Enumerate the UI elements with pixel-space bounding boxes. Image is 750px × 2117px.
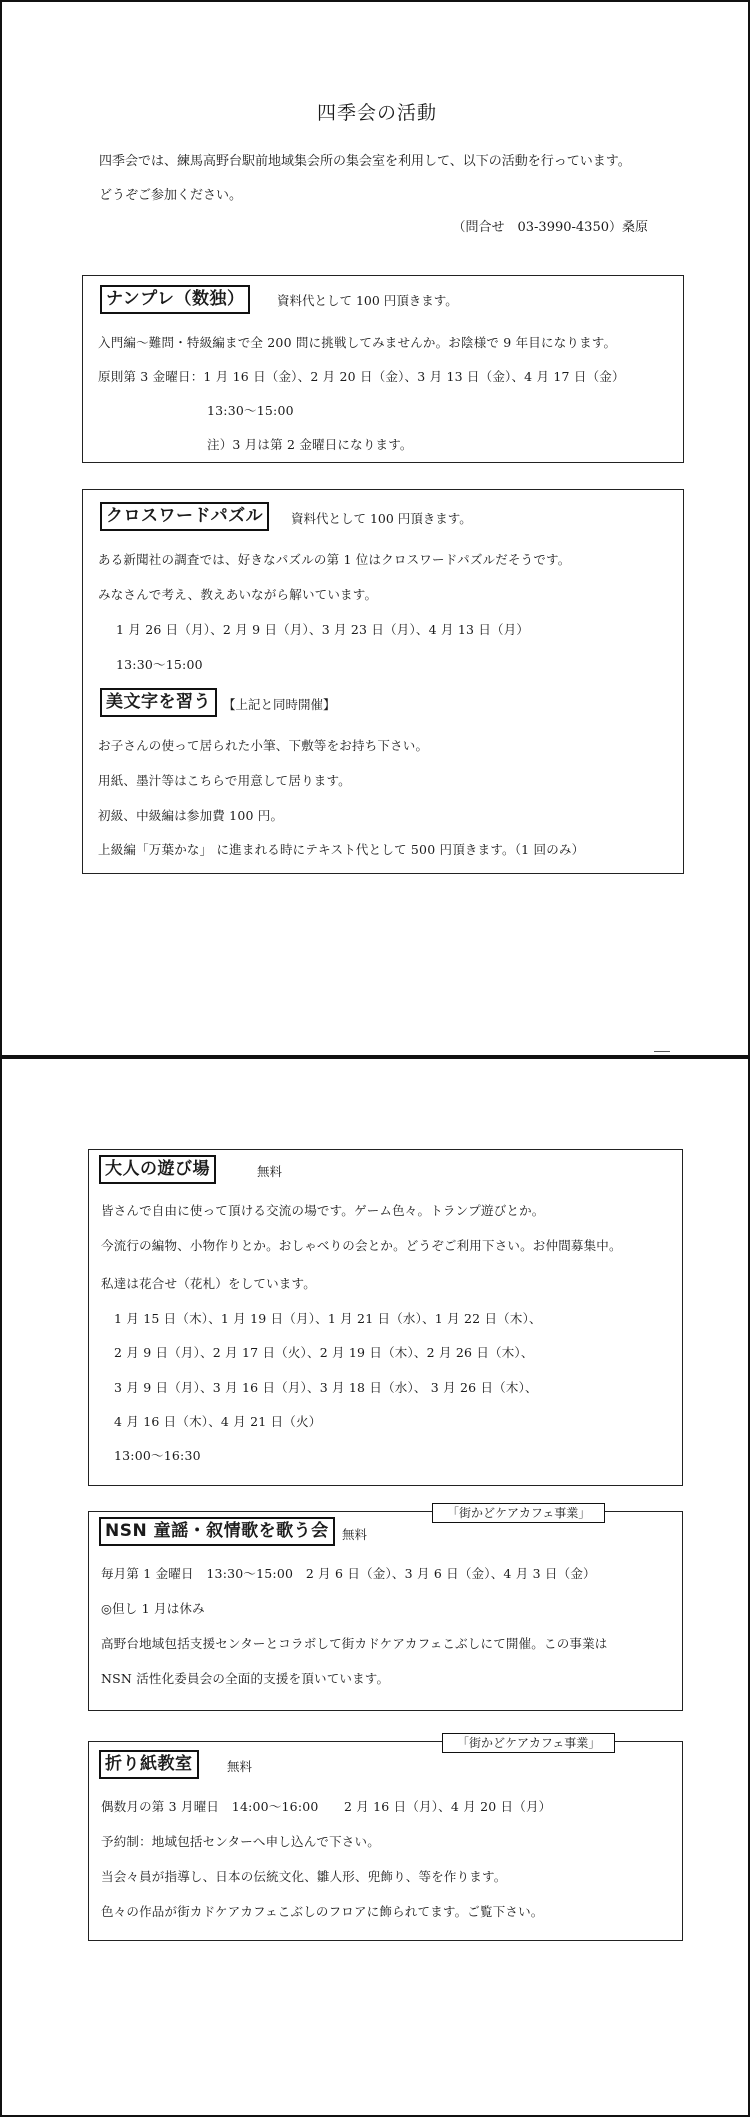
calligraphy-line: 用紙、墨汁等はこちらで用意して居ります。 [98,773,351,788]
crossword-line: みなさんで考え、教えあいながら解いています。 [98,587,378,602]
crossword-fee: 資料代として 100 円頂きます。 [291,511,472,526]
numberplace-section [82,275,684,463]
contact-info: （問合せ 03-3990-4350）桑原 [452,220,648,235]
page-title: 四季会の活動 [316,102,437,124]
adult-play-heading: 大人の遊び場 [99,1155,216,1184]
origami-line: 当会々員が指導し、日本の伝統文化、雛人形、兜飾り、等を作ります。 [101,1869,507,1884]
origami-heading: 折り紙教室 [99,1750,199,1779]
numberplace-fee: 資料代として 100 円頂きます。 [277,293,458,308]
adult-play-schedule: 4 月 16 日（木）、4 月 21 日（火） [114,1414,322,1429]
adult-play-schedule: 1 月 15 日（木）、1 月 19 日（月）、1 月 21 日（水）、1 月 22 日（木）、 [114,1311,542,1326]
singing-line: 高野台地域包括支援センターとコラボして街カドケアカフェこぶしにて開催。この事業は [101,1636,608,1651]
crossword-section [82,489,684,874]
numberplace-time: 13:30～15:00 [207,403,294,418]
intro-text-line-2: どうぞご参加ください。 [99,188,243,203]
origami-line: 予約制：地域包括センターへ申し込んで下さい。 [101,1834,380,1849]
calligraphy-note: 【上記と同時開催】 [223,697,336,712]
numberplace-schedule: 原則第 3 金曜日：1 月 16 日（金）、2 月 20 日（金）、3 月 13 日（金）、4 月 17 日（金） [98,369,625,384]
singing-schedule: 毎月第 1 金曜日 13:30～15:00 2 月 6 日（金）、3 月 6 日（金）、4 月 3 日（金） [101,1566,596,1581]
crossword-time: 13:30～15:00 [116,657,203,672]
crossword-line: ある新聞社の調査では、好きなパズルの第 1 位はクロスワードパズルだそうです。 [98,552,571,567]
calligraphy-heading: 美文字を習う [100,688,217,717]
numberplace-heading: ナンプレ（数独） [100,285,250,314]
adult-play-line: 皆さんで自由に使って頂ける交流の場です。ゲーム色々。トランプ遊びとか。 [101,1203,545,1218]
document-page-2 [0,1057,750,2117]
adult-play-fee: 無料 [257,1164,283,1179]
document-page-1 [0,0,750,1057]
origami-line: 色々の作品が街カドケアカフェこぶしのフロアに飾られてます。ご覧下さい。 [101,1904,544,1919]
origami-fee: 無料 [227,1759,253,1774]
numberplace-note: 注）3 月は第 2 金曜日になります。 [207,437,413,452]
adult-play-line: 私達は花合せ（花札）をしています。 [101,1276,316,1291]
origami-section [88,1741,683,1941]
calligraphy-line: お子さんの使って居られた小筆、下敷等をお持ち下さい。 [98,738,429,753]
singing-note: ◎但し 1 月は休み [101,1601,205,1616]
singing-fee: 無料 [342,1527,368,1542]
adult-play-schedule: 3 月 9 日（月）、3 月 16 日（月）、3 月 18 日（水）、 3 月 26 日（木）、 [114,1380,538,1395]
origami-schedule: 偶数月の第 3 月曜日 14:00～16:00 2 月 16 日（月）、4 月 20 日（月） [101,1799,552,1814]
adult-play-schedule: 2 月 9 日（月）、2 月 17 日（火）、2 月 19 日（木）、2 月 26 日（木）、 [114,1345,534,1360]
crossword-schedule: 1 月 26 日（月）、2 月 9 日（月）、3 月 23 日（月）、4 月 13 日（月） [116,622,530,637]
singing-line: NSN 活性化委員会の全面的支援を頂いています。 [101,1671,390,1686]
singing-heading: NSN 童謡・叙情歌を歌う会 [99,1517,335,1546]
scan-mark [654,1051,670,1052]
intro-text-line-1: 四季会では、練馬高野台駅前地域集会所の集会室を利用して、以下の活動を行っています。 [99,154,631,169]
calligraphy-line: 初級、中級編は参加費 100 円。 [98,808,284,823]
calligraphy-line: 上級編「万葉かな」 に進まれる時にテキスト代として 500 円頂きます。（1 回のみ） [98,842,585,857]
singing-section [88,1511,683,1711]
crossword-heading: クロスワードパズル [100,502,269,531]
cafe-project-tag: 「街かどケアカフェ事業」 [432,1503,605,1523]
adult-play-section [88,1149,683,1486]
adult-play-time: 13:00～16:30 [114,1448,201,1463]
numberplace-line: 入門編～難問・特級編まで全 200 問に挑戦してみませんか。お陰様で 9 年目になります。 [98,335,617,350]
adult-play-line: 今流行の編物、小物作りとか。おしゃべりの会とか。どうぞご利用下さい。お仲間募集中。 [101,1238,622,1253]
cafe-project-tag: 「街かどケアカフェ事業」 [442,1733,615,1753]
